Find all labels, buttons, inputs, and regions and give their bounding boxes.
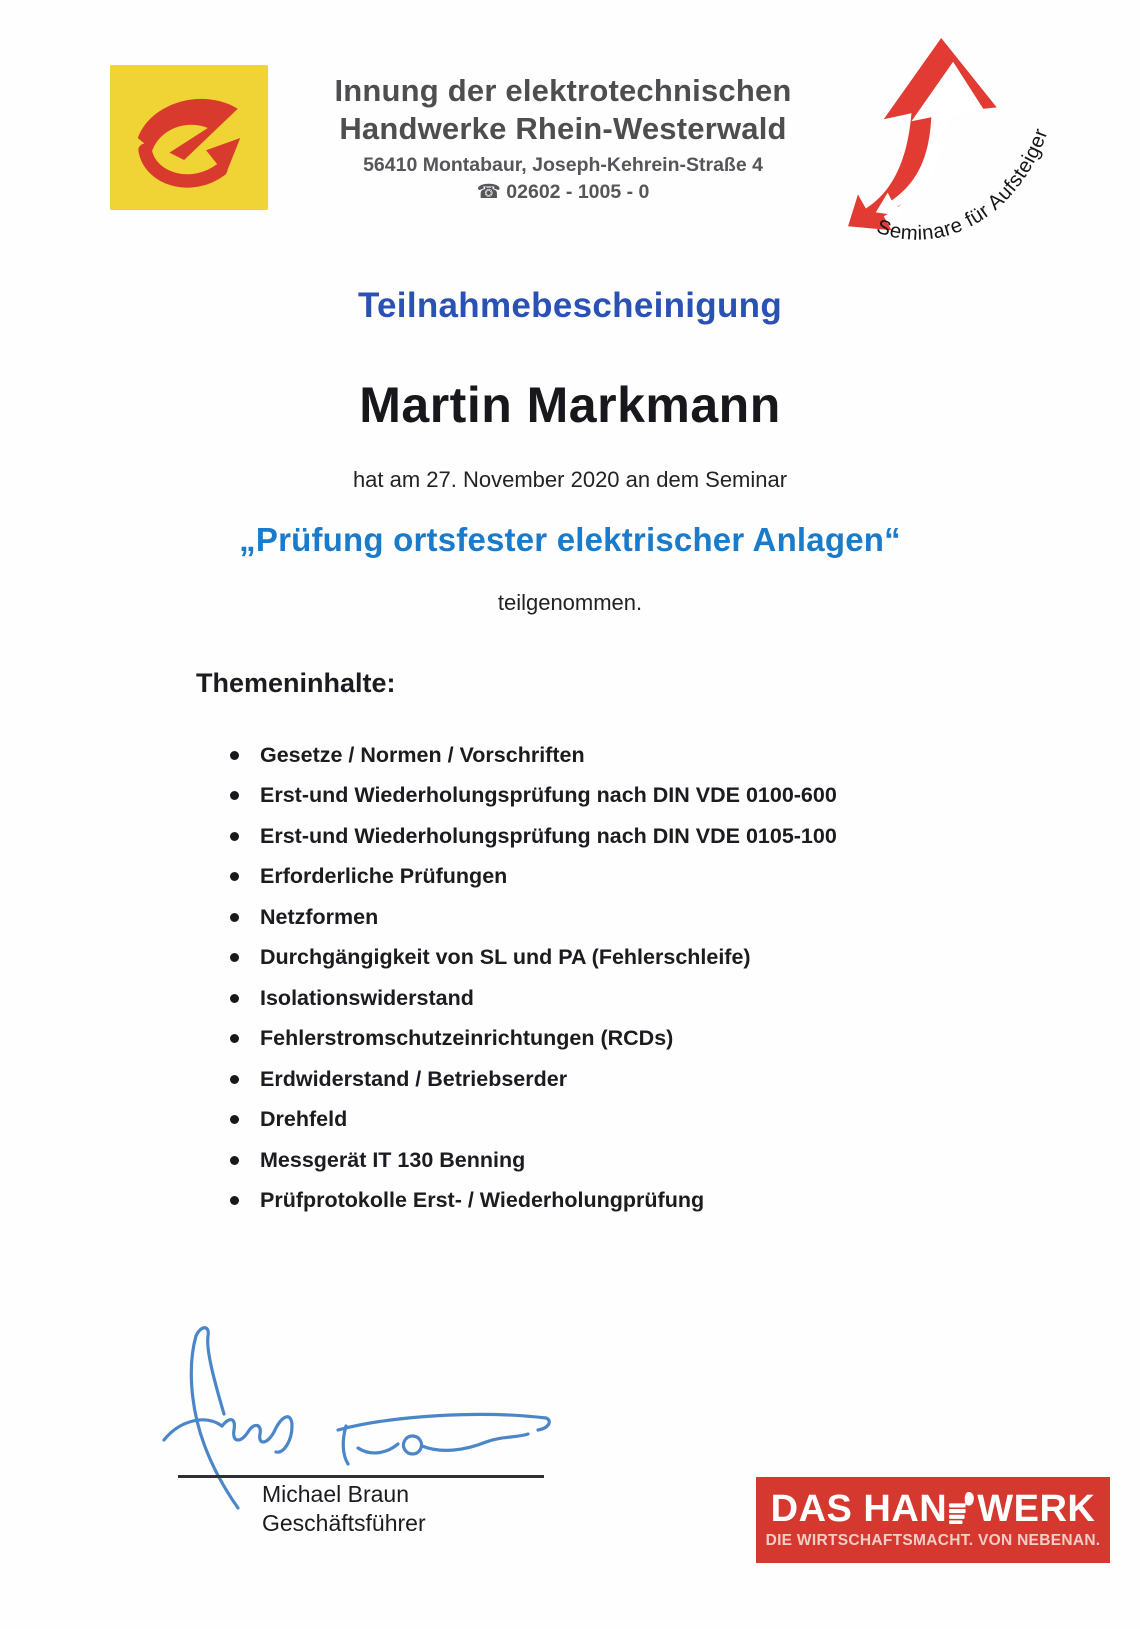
closing-line: teilgenommen. [497, 590, 643, 615]
seminare-arrow-logo [846, 32, 1084, 258]
topic-item [224, 864, 1040, 890]
topic-label: Gesetze / Normen / Vorschriften [260, 742, 585, 767]
signature-block [150, 1322, 590, 1552]
topic-item [224, 1026, 1040, 1052]
das-handwerk-logo [756, 1477, 1110, 1563]
bullet-icon [230, 872, 239, 881]
bullet-icon [230, 1196, 239, 1205]
topic-item [224, 1066, 1040, 1092]
bullet-icon [230, 791, 239, 800]
org-name-line2: Handwerke Rhein-Westerwald [339, 111, 787, 146]
topic-label: Isolationswiderstand [260, 985, 474, 1010]
bullet-icon [230, 832, 239, 841]
bullet-icon [230, 1034, 239, 1043]
innung-e-arrow-icon [122, 77, 256, 199]
brand-prefix: DAS HAN [770, 1488, 948, 1530]
topic-label: Messgerät IT 130 Benning [260, 1147, 526, 1172]
topic-item [224, 985, 1040, 1011]
topic-item [224, 904, 1040, 930]
topic-label: Drehfeld [260, 1107, 348, 1131]
topic-item [224, 823, 1040, 849]
signer-role: Geschäftsführer [262, 1510, 426, 1536]
seminar-title: „Prüfung ortsfester elektrischer Anlagen“ [239, 521, 901, 558]
topic-label: Fehlerstromschutzeinrichtungen (RCDs) [260, 1026, 674, 1050]
innung-logo [110, 65, 268, 210]
org-phone: ☎ 02602 - 1005 - 0 [476, 181, 650, 203]
bullet-icon [230, 1156, 239, 1165]
topic-label: Durchgängigkeit von SL und PA (Fehlerschleife) [260, 945, 751, 969]
bullet-icon [230, 1115, 239, 1124]
bullet-icon [230, 913, 239, 922]
topic-label: Prüfprotokolle Erst- / Wiederholungprüfung [260, 1188, 705, 1212]
signature-line [178, 1475, 544, 1478]
thumbs-up-icon [949, 1491, 976, 1524]
certificate-title: Teilnahmebescheinigung [357, 286, 783, 325]
signer-name: Michael Braun [262, 1481, 410, 1507]
topics-list [224, 742, 1040, 1228]
topic-label: Erdwiderstand / Betriebserder [260, 1066, 568, 1091]
topic-label: Netzformen [260, 904, 379, 929]
topic-item [224, 1188, 1040, 1214]
topic-item [224, 1147, 1040, 1173]
brand-wordmark [771, 1490, 1096, 1528]
topic-item [224, 742, 1040, 768]
topic-item [224, 783, 1040, 809]
bullet-icon [230, 751, 239, 760]
topic-item [224, 945, 1040, 971]
org-header [280, 72, 846, 204]
intro-line: hat am 27. November 2020 an dem Seminar [352, 467, 788, 492]
brand-suffix: WERK [977, 1488, 1096, 1530]
topic-label: Erst-und Wiederholungsprüfung nach DIN VDE 0105-100 [260, 823, 837, 848]
seminare-arrow-icon [846, 32, 1084, 258]
seminar-arrow-label: Seminare für Aufsteiger [873, 125, 1053, 245]
participant-name: Martin Markmann [359, 377, 781, 433]
brand-tagline: DIE WIRTSCHAFTSMACHT. VON NEBENAN. [765, 1532, 1101, 1549]
topics-heading: Themeninhalte: [196, 668, 396, 698]
org-address: 56410 Montabaur, Joseph-Kehrein-Straße 4 [363, 154, 763, 176]
bullet-icon [230, 953, 239, 962]
bullet-icon [230, 994, 239, 1003]
topic-label: Erforderliche Prüfungen [260, 864, 508, 888]
bullet-icon [230, 1075, 239, 1084]
topic-item [224, 1107, 1040, 1133]
topic-label: Erst-und Wiederholungsprüfung nach DIN VDE 0100-600 [260, 783, 837, 807]
org-name-line1: Innung der elektrotechnischen [334, 73, 792, 108]
